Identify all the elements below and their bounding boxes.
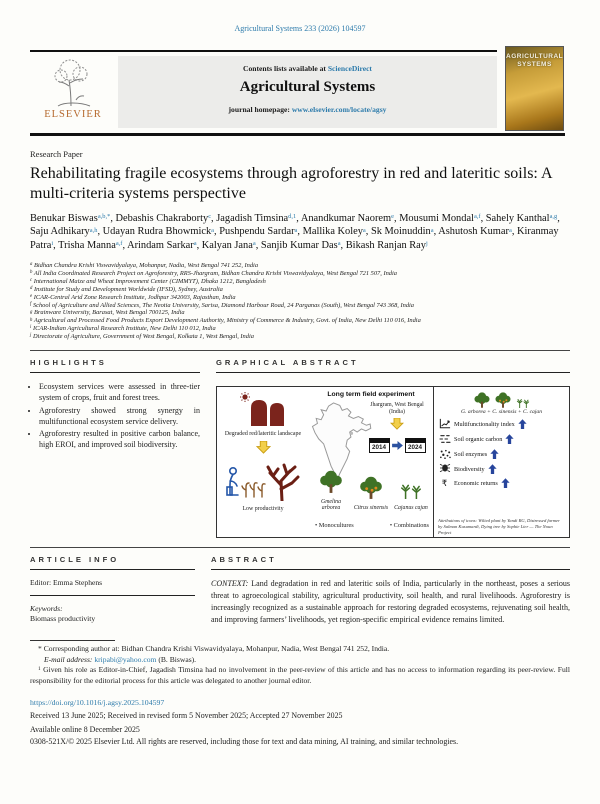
species-label: Cajanus cajan [394,505,428,512]
author-affiliation-sup[interactable]: a [193,240,197,248]
abstract-heading-rule [211,569,570,570]
abstract-text [211,578,570,626]
article-front-matter [30,140,570,746]
author: Udayan Rudra Bhowmick$^a$ [102,226,215,238]
down-arrow-icon [390,418,404,430]
cover-title-line2: SYSTEMS [517,61,552,69]
outcome-label: Economic returns [454,480,498,488]
highlight-item: • Agroforestry resulted in positive carbon balance, high EROI, and improved soil biodiversity. [39,429,200,451]
line-chart-icon [438,418,451,431]
author: Sanjib Kumar Das$^a$ [260,240,341,252]
author-list: Benukar Biswas$^{a,b,*}$, Debashis Chakraborty$^c$, Jagadish Timsina$^{d,1}$, Anandkumar Naorem$^e$, Mousumi Mondal$^{a,f}$, Sahely Kanthal$^{a,g}$, Saju Adhikary$^{a,h}$, Udayan Rudra Bhowmick$^a$, Pushpendu Sardar$^a$, Mallika Koley$^a$, Sk Moinuddin$^a$, Ashutosh Kumar$^a$, Kiranmay Patra$^i$, Trisha Manna$^{a,f}$, Arindam Sarkar$^a$, Kalyan Jana$^a$, Sanjib Kumar Das$^a$, Bikash Ranjan Ray$^j$ [30,212,560,252]
affiliation: $^c$ International Maize and Wheat Improvement Center (CIMMYT), Dhaka 1212, Bangladesh [30,277,266,285]
author: Benukar Biswas$^{a,b,*}$ [30,212,111,224]
up-arrow-icon [505,434,514,445]
abstract-context-label: CONTEXT: [211,579,249,589]
combination-icons [438,391,565,408]
wilted-plants-icon [242,483,265,497]
journal-banner [118,56,497,128]
species-row [309,469,433,511]
experiment-location: Jhargram, West Bengal (India) [370,402,424,416]
author-affiliation-sup[interactable]: a [430,226,434,234]
journal-citation: Agricultural Systems 233 (2026) 104597 [234,24,366,33]
editor-conflict-note: $^1$ Given his role as Editor-in-Chief, Jagadish Timsina had no involvement in the peer-review of this article and has no access to information regarding its peer-review. Full responsibility for the editorial process for this article was delegated to another journal editor. [30,665,570,686]
header-rule-bottom [30,133,565,136]
email-line [30,655,570,666]
year-end: 2024 [407,443,422,451]
article-info-inner-rule [30,595,195,596]
up-arrow-icon [490,449,499,460]
species-label: Citrus sinensis [353,505,389,512]
pigeonpea-plants-icon [515,393,531,408]
affiliation-list [30,262,570,341]
calendar-start-icon [369,438,390,453]
keywords-label: Keywords: [30,604,63,614]
divider-above-article-info [30,547,570,548]
year-start: 2014 [371,443,386,451]
author-affiliation-sup[interactable]: a [252,240,256,248]
author: Mallika Koley$^a$ [302,226,366,238]
article-info-heading-rule [30,569,195,570]
outcome-label: Multifunctionality index [454,421,515,429]
treatments-row [315,522,429,529]
graphical-abstract-heading: GRAPHICAL ABSTRACT [216,358,359,368]
calendar-end-icon [405,438,426,453]
author-affiliation-sup[interactable]: a,h [89,226,98,234]
copyright-line: 0308-521X/© 2025 Elsevier Ltd. All rights are reserved, including those for text and data mining, AI training, and similar technologies. [30,736,459,746]
highlights-column [30,358,200,538]
up-arrow-icon [488,464,497,475]
author-affiliation-sup[interactable]: a [362,226,366,234]
combination-label: G. arborea + C. sinensis + C. cajan [461,409,542,416]
up-arrow-icon [518,419,527,430]
species-label: Gmelina arborea [321,499,341,512]
highlights-heading-rule [30,372,200,373]
outcome-row [438,418,565,431]
experiment-title: Long term field experiment [327,391,415,399]
author: Jagadish Timsina$^{d,1}$ [216,212,297,224]
homepage-line [118,105,497,114]
dying-tree-icon [268,465,298,501]
corresponding-author-note: * Corresponding author at: Bidhan Chandra Krishi Viswavidyalaya, Mohanpur, Nadia, West Bengal 741 252, India. [38,644,390,654]
treatment-combinations: • Combinations [389,522,429,530]
sciencedirect-link[interactable]: ScienceDirect [327,64,372,73]
author-affiliation-sup[interactable]: a [294,226,298,234]
down-arrow-icon [256,441,271,454]
affiliation: $^b$ All India Coordinated Research Project on Agroforestry, RRS-Jhargram, Bidhan Chandra Krishi Viswavidyalaya, West Bengal 721 507, India [30,269,397,277]
graphical-abstract-column [216,358,570,538]
low-productivity-scene [219,459,307,506]
divider-above-highlights [30,350,570,351]
ga-outcomes-panel [433,387,569,537]
author-affiliation-sup[interactable]: a [508,226,512,234]
graphical-abstract-figure [216,386,570,538]
email-suffix: (B. Biswas). [158,654,197,664]
author: Anandkumar Naorem$^e$ [300,212,394,224]
author: Sk Moinuddin$^a$ [370,226,434,238]
highlight-item: • Agroforestry showed strong synergy in multifunctional ecosystem service delivery. [39,406,200,428]
affiliation: $^f$ School of Agriculture and Allied Sciences, The Neotia University, Sarisa, Diamond Harbour Road, 24 Parganas (South), West Bengal 743 368, India [30,301,414,309]
journal-title: Agricultural Systems [239,79,376,95]
tree-icon [318,469,344,493]
highlights-heading: HIGHLIGHTS [30,358,107,368]
elsevier-logo[interactable] [30,56,116,128]
outcome-row [438,434,565,446]
contents-text: Contents lists available at [243,64,326,73]
journal-cover-thumbnail[interactable] [505,46,564,131]
outcome-row [438,449,565,461]
affiliation: $^e$ ICAR-Central Arid Zone Research Institute, Jodhpur 342003, Rajasthan, India [30,293,236,301]
rupee-icon: ₹ [441,478,448,489]
degraded-landscape-icon [231,413,295,430]
degraded-landscape-label: Degraded red/lateritic landscape [224,431,302,438]
author: Pushpendu Sardar$^a$ [219,226,298,238]
elsevier-wordmark: ELSEVIER [44,109,102,120]
affiliation: $^a$ Bidhan Chandra Krishi Viswavidyalaya, Mohanpur, Nadia, West Bengal 741 252, India [30,261,259,269]
author: Mousumi Mondal$^{a,f}$ [399,212,481,224]
author: Ashutosh Kumar$^a$ [438,226,512,238]
affiliation: $^j$ Directorate of Agriculture, Government of West Bengal, Kolkata 1, West Bengal, India [30,333,254,341]
email-label: E-mail address: [44,654,93,664]
outcome-label: Soil organic carbon [454,436,503,444]
author: Sahely Kanthal$^{a,g}$ [485,212,558,224]
graphical-abstract-heading-rule [216,372,570,373]
author-affiliation-sup[interactable]: a,f [115,240,123,248]
tree-icon [473,391,491,408]
right-arrow-icon [392,441,403,450]
soil-layers-icon [438,434,451,446]
outcome-row [438,463,565,475]
author-affiliation-sup[interactable]: e [391,212,394,220]
affiliation: $^h$ Agricultural and Processed Food Products Export Development Authority, Ministry of Commerce & Industry, Govt. of India, New Delhi 110 016, India [30,317,421,325]
author: Bikash Ranjan Ray$^j$ [345,240,428,252]
keywords-value: Biomass productivity [30,614,96,624]
author-affiliation-sup[interactable]: a,b,* [97,212,111,220]
header-rule-top [30,50,497,52]
author-affiliation-sup[interactable]: a,g [549,212,558,220]
up-arrow-icon [501,478,510,489]
elsevier-tree-icon [30,56,116,108]
article-type-label: Research Paper [30,149,83,159]
homepage-link[interactable]: www.elsevier.com/locate/agsy [291,105,387,114]
received-dates: Received 13 June 2025; Received in revised form 5 November 2025; Accepted 27 November 2025 [30,710,343,720]
author-affiliation-sup[interactable]: d,1 [288,212,297,220]
author-affiliation-sup[interactable]: a,f [473,212,481,220]
article-info-heading: ARTICLE INFO [30,555,120,565]
abstract-body: Land degradation in red and lateritic soils of India, particularly in the northeast, poses a serious threat to agroecological stability, agricultural productivity, soil health, and rural livelihoods. Agroforestry is increasingly recognized as a sustainable approach for restoring degraded ecosystems, rejuvenating soil health, and improving farmers’ livelihoods, yet region-specific empirical evidence remains limited. [211,579,571,625]
species-gmelina [311,469,351,511]
highlights-list [39,382,200,451]
footnotes [30,640,570,687]
author-affiliation-sup[interactable]: i [51,240,54,248]
abstract-column [211,555,570,626]
pigeonpea-plants-icon [398,475,424,499]
author: Debashis Chakraborty$^c$ [115,212,212,224]
author: Arindam Sarkar$^a$ [127,240,197,252]
ga-degraded-panel [217,387,309,537]
low-productivity-label: Low productivity [242,506,284,513]
outcome-row [438,478,565,489]
ga-timeline [363,402,431,452]
icon-attribution: Attributions of icons: Wilted plant by Yandi RG, Distressed farmer by Salman Kusumardi, Dying tree by Sophie Lier — The Noun Project [438,518,560,535]
citrus-tree-icon [494,391,512,408]
paper-title: Rehabilitating fragile ecosystems through agroforestry in red and lateritic soils: A multi-criteria systems perspective [30,165,552,202]
treatment-monocultures: • Monocultures [315,522,354,530]
affiliation: $^d$ Institute for Study and Development Worldwide (IFSD), Sydney, Australia [30,285,223,293]
contents-line [118,64,497,73]
soil-particles-icon [438,449,451,461]
homepage-label: journal homepage: [228,105,290,114]
email-link[interactable]: kripabi@yahoo.com [94,654,157,664]
affiliation: $^g$ Brainware University, Barasat, West Bengal 700125, India [30,309,185,317]
highlight-item: • Ecosystem services were assessed in three-tier system of crops, fruit and forest trees. [39,382,200,404]
affiliation: $^i$ ICAR-Indian Agricultural Research Institute, New Delhi 110 012, India [30,325,216,333]
author: Kiranmay Patra$^i$ [30,226,559,252]
species-citrus [351,475,391,511]
highlights-ga-section [30,358,570,538]
author: Kalyan Jana$^a$ [201,240,256,252]
author-affiliation-sup[interactable]: j [425,240,428,248]
doi-link[interactable]: https://doi.org/10.1016/j.agsy.2025.104597 [30,697,165,707]
outcome-label: Soil enzymes [454,451,488,459]
citrus-tree-icon [358,475,384,499]
ga-experiment-panel [309,387,433,537]
author-affiliation-sup[interactable]: a [211,226,215,234]
cover-title-line1: AGRICULTURAL [506,53,564,60]
beetle-icon [438,463,451,475]
available-online: Available online 8 December 2025 [30,725,140,735]
outcome-label: Biodiversity [454,465,485,473]
abstract-heading: ABSTRACT [211,555,277,565]
article-info-column [30,555,195,626]
editor-line: Editor: Emma Stephens [30,578,103,588]
author: Trisha Manna$^{a,f}$ [58,240,123,252]
author: Saju Adhikary$^{a,h}$ [30,226,98,238]
author-affiliation-sup[interactable]: c [208,212,212,220]
distressed-farmer-icon [227,468,238,495]
info-abstract-section [30,555,570,626]
author-affiliation-sup[interactable]: a [337,240,341,248]
footnote-rule [30,640,115,641]
species-cajanus [391,475,431,511]
